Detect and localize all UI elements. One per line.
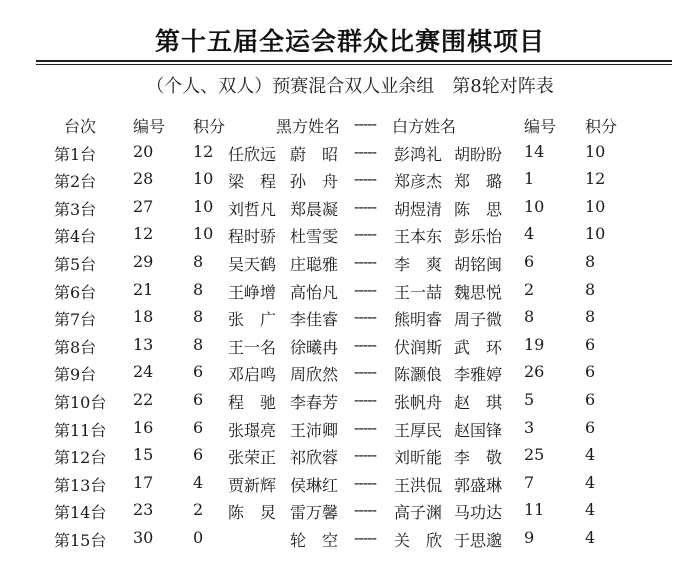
black-player-2: 庄聪雅 [290, 254, 339, 274]
black-number: 12 [133, 224, 154, 244]
white-player-2: 赵 琪 [454, 392, 503, 412]
header-white-names: 白方姓名 [392, 117, 457, 136]
board-label: 第8台 [54, 337, 97, 357]
table-row [0, 140, 700, 168]
white-points: 4 [585, 500, 596, 520]
white-points: 6 [585, 389, 596, 409]
row-separator: ----- [354, 141, 377, 161]
board-label: 第13台 [54, 475, 107, 495]
white-number: 9 [524, 527, 535, 547]
white-player-2: 魏思悦 [454, 282, 503, 302]
table-row [0, 250, 700, 278]
white-points: 4 [585, 527, 596, 547]
black-number: 24 [133, 362, 154, 382]
board-label: 第1台 [54, 144, 97, 164]
row-separator: ----- [354, 334, 377, 354]
white-points: 4 [585, 445, 596, 465]
white-number: 25 [524, 445, 545, 465]
row-separator: ----- [354, 279, 377, 299]
black-player-2: 周欣然 [290, 365, 339, 385]
row-separator: ----- [354, 196, 377, 216]
row-separator: ----- [354, 417, 377, 437]
black-player-1: 程 驰 [228, 392, 277, 412]
white-player-1: 熊明睿 [394, 310, 443, 330]
white-player-2: 胡铭闽 [454, 254, 503, 274]
black-player-2: 雷万馨 [290, 503, 339, 523]
board-label: 第15台 [54, 530, 107, 550]
board-label: 第7台 [54, 310, 97, 330]
table-row [0, 443, 700, 471]
white-player-2: 胡盼盼 [454, 144, 503, 164]
row-separator: ----- [354, 389, 377, 409]
black-player-2: 侯琳红 [290, 475, 339, 495]
white-points: 6 [585, 417, 596, 437]
row-separator: ----- [354, 500, 377, 520]
black-player-2: 徐曦冉 [290, 337, 339, 357]
white-number: 14 [524, 141, 545, 161]
board-label: 第4台 [54, 227, 97, 247]
white-player-2: 武 环 [454, 337, 503, 357]
black-player-2: 李春芳 [290, 392, 339, 412]
white-number: 7 [524, 472, 535, 492]
white-player-2: 周子微 [454, 310, 503, 330]
black-player-2: 李佳睿 [290, 310, 339, 330]
board-label: 第9台 [54, 365, 97, 385]
pairing-table [0, 112, 700, 554]
white-player-2: 郑 璐 [454, 172, 503, 192]
white-points: 4 [585, 472, 596, 492]
white-player-2: 于思邈 [454, 530, 503, 550]
black-player-1: 邓启鸣 [228, 365, 277, 385]
black-points: 6 [193, 445, 204, 465]
row-separator: ----- [354, 251, 377, 271]
white-player-2: 李雅婷 [454, 365, 503, 385]
white-number: 11 [524, 500, 545, 520]
row-separator: ----- [354, 307, 377, 327]
black-player-1: 王峥增 [228, 282, 277, 302]
black-number: 29 [133, 251, 154, 271]
board-label: 第2台 [54, 172, 97, 192]
table-body [0, 140, 700, 554]
black-number: 30 [133, 527, 154, 547]
table-row [0, 333, 700, 361]
white-player-2: 李 敬 [454, 448, 503, 468]
table-row [0, 416, 700, 444]
white-player-1: 高子渊 [394, 503, 443, 523]
black-number: 15 [133, 445, 154, 465]
header-black-no: 编号 [133, 117, 166, 136]
table-row [0, 388, 700, 416]
white-player-1: 彭鸿礼 [394, 144, 443, 164]
black-player-1: 刘哲凡 [228, 199, 277, 219]
white-player-1: 张帆舟 [394, 392, 443, 412]
page-title: 第十五届全运会群众比赛围棋项目 [154, 27, 545, 56]
white-number: 3 [524, 417, 535, 437]
board-label: 第12台 [54, 448, 107, 468]
board-label: 第6台 [54, 282, 97, 302]
board-label: 第11台 [54, 420, 107, 440]
white-points: 12 [585, 169, 606, 189]
white-points: 10 [585, 141, 606, 161]
black-number: 17 [133, 472, 154, 492]
row-separator: ----- [354, 472, 377, 492]
row-separator: ----- [354, 224, 377, 244]
black-player-2: 轮 空 [290, 530, 339, 550]
black-points: 6 [193, 389, 204, 409]
white-player-1: 郑彦杰 [394, 172, 443, 192]
row-separator: ----- [354, 362, 377, 382]
black-player-1: 张璟亮 [228, 420, 277, 440]
black-number: 23 [133, 500, 154, 520]
white-points: 6 [585, 334, 596, 354]
white-player-1: 胡煜清 [394, 199, 443, 219]
white-player-1: 王本东 [394, 227, 443, 247]
white-player-2: 马功达 [454, 503, 503, 523]
black-points: 10 [193, 169, 214, 189]
white-number: 19 [524, 334, 545, 354]
black-points: 12 [193, 141, 214, 161]
black-points: 8 [193, 307, 204, 327]
black-player-2: 王沛卿 [290, 420, 339, 440]
black-player-1: 王一名 [228, 337, 277, 357]
row-separator: ----- [354, 169, 377, 189]
table-row [0, 222, 700, 250]
table-row [0, 471, 700, 499]
black-points: 4 [193, 472, 204, 492]
white-player-1: 关 欣 [394, 530, 443, 550]
white-player-1: 王洪侃 [394, 475, 443, 495]
black-points: 10 [193, 196, 214, 216]
white-number: 8 [524, 307, 535, 327]
title-rule-thick [36, 60, 672, 62]
black-number: 21 [133, 279, 154, 299]
black-player-1: 贾新辉 [228, 475, 277, 495]
title-rule-thin [36, 64, 672, 65]
black-number: 27 [133, 196, 154, 216]
black-player-1: 张荣正 [228, 448, 277, 468]
black-number: 18 [133, 307, 154, 327]
table-row [0, 498, 700, 526]
header-black-names: 黑方姓名 [276, 117, 341, 136]
white-points: 8 [585, 279, 596, 299]
black-player-1: 程时骄 [228, 227, 277, 247]
black-points: 8 [193, 251, 204, 271]
black-number: 28 [133, 169, 154, 189]
black-player-1: 任欣远 [228, 144, 277, 164]
white-player-2: 赵国锋 [454, 420, 503, 440]
table-row [0, 526, 700, 554]
black-player-2: 高怡凡 [290, 282, 339, 302]
board-label: 第3台 [54, 199, 97, 219]
table-row [0, 167, 700, 195]
white-number: 6 [524, 251, 535, 271]
white-player-1: 王一喆 [394, 282, 443, 302]
board-label: 第5台 [54, 254, 97, 274]
black-points: 2 [193, 500, 204, 520]
table-row [0, 360, 700, 388]
white-number: 2 [524, 279, 535, 299]
white-player-1: 刘昕能 [394, 448, 443, 468]
white-player-2: 彭乐怡 [454, 227, 503, 247]
table-row [0, 278, 700, 306]
board-label: 第10台 [54, 392, 107, 412]
black-number: 22 [133, 389, 154, 409]
header-board: 台次 [64, 117, 97, 136]
table-header [0, 112, 700, 140]
table-row [0, 305, 700, 333]
black-points: 0 [193, 527, 204, 547]
black-number: 20 [133, 141, 154, 161]
black-number: 16 [133, 417, 154, 437]
row-separator: ----- [354, 527, 377, 547]
header-black-pts: 积分 [193, 117, 226, 136]
header-white-no: 编号 [524, 117, 557, 136]
white-player-2: 郭盛琳 [454, 475, 503, 495]
black-points: 6 [193, 417, 204, 437]
black-player-1: 陈 炅 [228, 503, 277, 523]
white-player-1: 伏润斯 [394, 337, 443, 357]
row-separator: ----- [354, 445, 377, 465]
board-label: 第14台 [54, 503, 107, 523]
white-player-1: 李 爽 [394, 254, 443, 274]
white-points: 8 [585, 307, 596, 327]
white-number: 5 [524, 389, 535, 409]
table-row [0, 195, 700, 223]
white-player-1: 陈灏俍 [394, 365, 443, 385]
white-number: 26 [524, 362, 545, 382]
white-points: 10 [585, 224, 606, 244]
white-points: 8 [585, 251, 596, 271]
header-white-pts: 积分 [585, 117, 618, 136]
black-player-2: 郑晨凝 [290, 199, 339, 219]
page-subtitle: （个人、双人）预赛混合双人业余组 第8轮对阵表 [146, 76, 554, 97]
header-separator: ----- [354, 114, 377, 133]
black-player-1: 吴天鹤 [228, 254, 277, 274]
white-number: 4 [524, 224, 535, 244]
black-points: 8 [193, 279, 204, 299]
black-player-2: 杜雪雯 [290, 227, 339, 247]
black-player-2: 孙 舟 [290, 172, 339, 192]
white-number: 1 [524, 169, 535, 189]
white-player-2: 陈 思 [454, 199, 503, 219]
black-player-1: 梁 程 [228, 172, 277, 192]
black-player-2: 蔚 昭 [290, 144, 339, 164]
white-points: 10 [585, 196, 606, 216]
black-number: 13 [133, 334, 154, 354]
black-points: 10 [193, 224, 214, 244]
black-player-1: 张 广 [228, 310, 277, 330]
black-points: 8 [193, 334, 204, 354]
black-player-2: 祁欣蓉 [290, 448, 339, 468]
white-player-1: 王厚民 [394, 420, 443, 440]
black-points: 6 [193, 362, 204, 382]
white-number: 10 [524, 196, 545, 216]
white-points: 6 [585, 362, 596, 382]
